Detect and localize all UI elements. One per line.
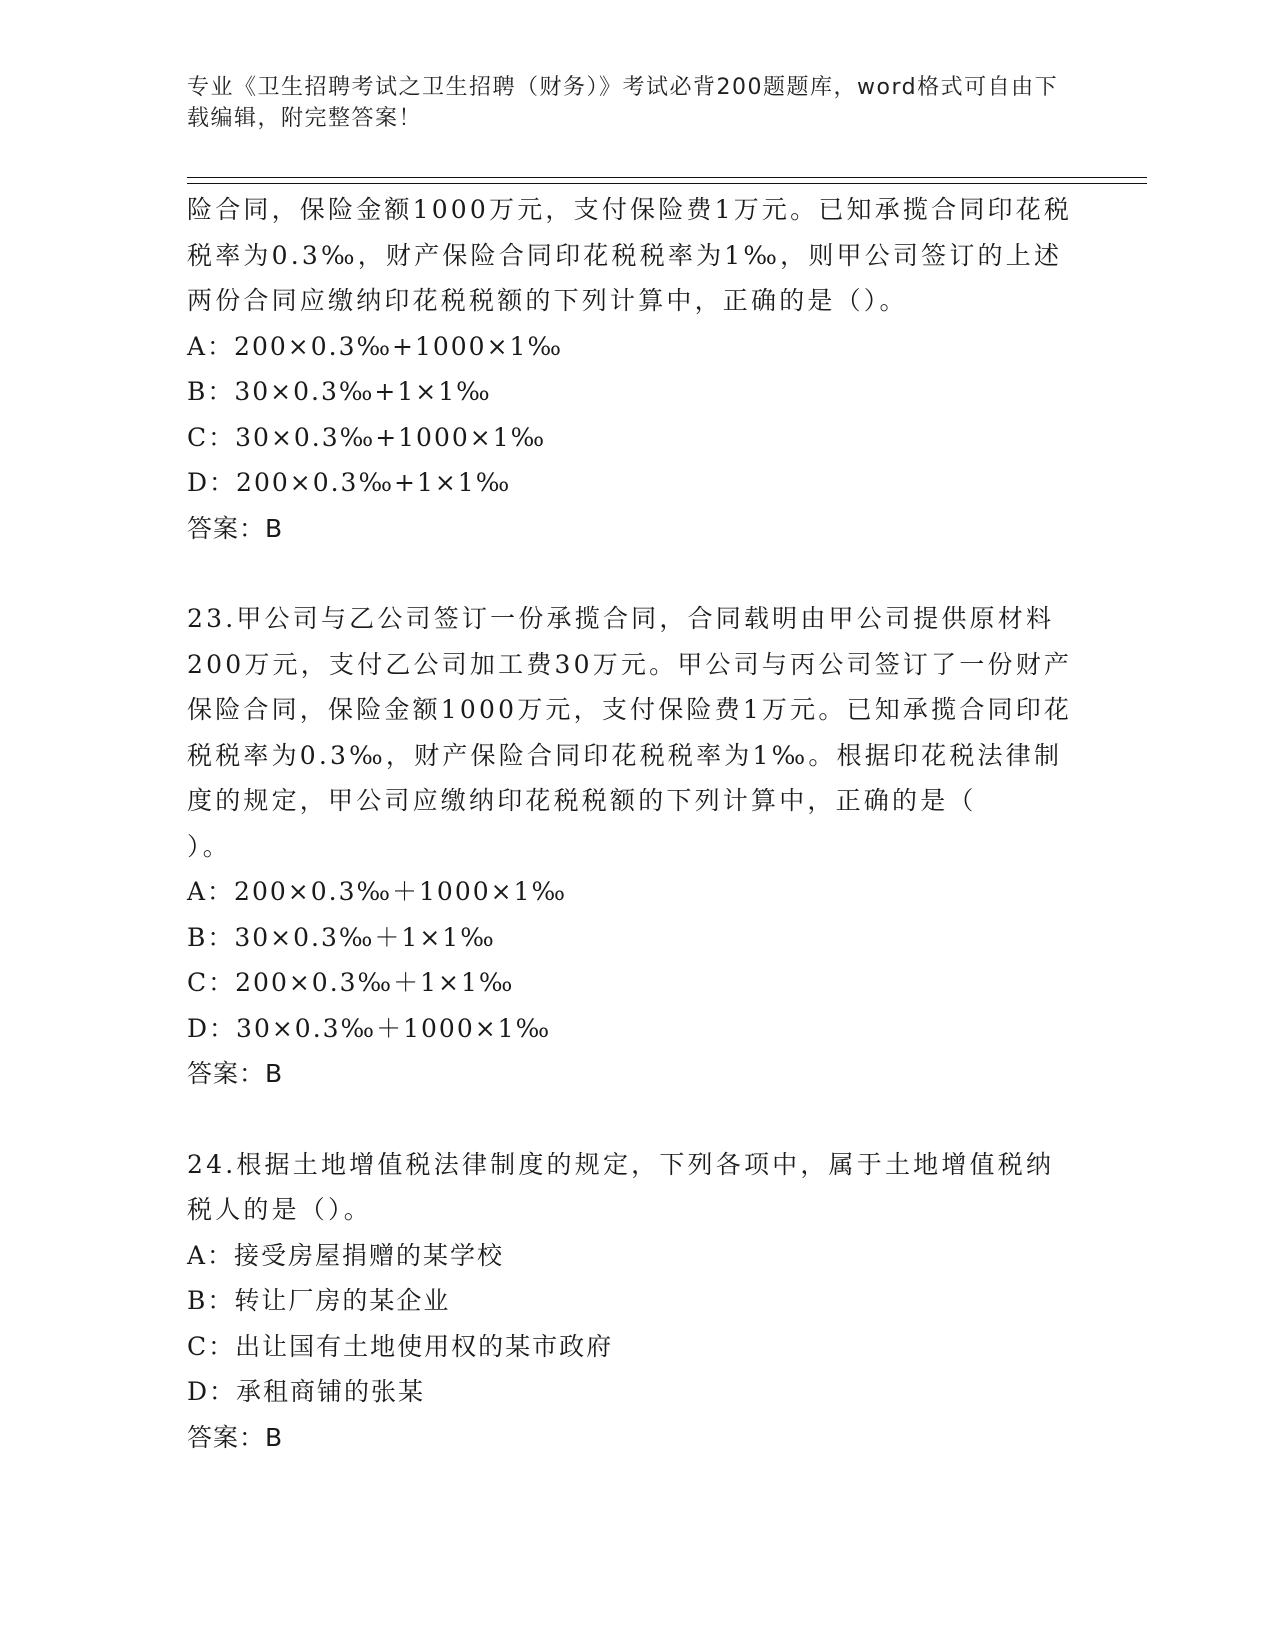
- option-d: D：30×0.3‰＋1000×1‰: [187, 1013, 552, 1043]
- answer: 答案：B: [187, 1422, 284, 1452]
- option-a: A：接受房屋捐赠的某学校: [187, 1240, 505, 1270]
- option-b: B：30×0.3‰+1×1‰: [187, 377, 492, 406]
- question-22: [187, 187, 1077, 551]
- option-c: C：30×0.3‰+1000×1‰: [187, 422, 547, 452]
- question-list: [187, 187, 1077, 1460]
- option-d: D：承租商铺的张某: [187, 1377, 426, 1406]
- question-spacer: [187, 551, 1077, 596]
- question-text: 险合同，保险金额1000万元，支付保险费1万元。已知承揽合同印花税税率为0.3‰，财产保险合同印花税税率为1‰，则甲公司签订的上述两份合同应缴纳印花税税额的下列计算中，正确的是（）。: [187, 195, 1073, 315]
- option-b: B：30×0.3‰＋1×1‰: [187, 922, 496, 952]
- option-a: A：200×0.3‰＋1000×1‰: [187, 877, 568, 906]
- answer: 答案：B: [187, 513, 284, 543]
- option-b: B：转让厂房的某企业: [187, 1286, 451, 1315]
- option-d: D：200×0.3‰+1×1‰: [187, 468, 512, 497]
- header-rule-bottom: [187, 183, 1147, 184]
- header-rule-top: [187, 177, 1147, 178]
- question-23: [187, 596, 1077, 1097]
- question-text: 23.甲公司与乙公司签订一份承揽合同，合同载明由甲公司提供原材料200万元，支付乙公司加工费30万元。甲公司与丙公司签订了一份财产保险合同，保险金额1000万元，支付保险费1万元。已知承揽合同印花税税率为0.3‰，财产保险合同印花税税率为1‰。根据印花税法律制度的规定，甲公司应缴纳印花税税额的下列计算中，正确的是（ ）。: [187, 604, 1073, 861]
- option-c: C：200×0.3‰＋1×1‰: [187, 968, 515, 997]
- answer: 答案：B: [187, 1059, 284, 1088]
- question-spacer: [187, 1097, 1077, 1142]
- question-text: 24.根据土地增值税法律制度的规定，下列各项中，属于土地增值税纳税人的是（）。: [187, 1149, 1055, 1224]
- question-24: [187, 1142, 1077, 1461]
- option-a: A：200×0.3‰+1000×1‰: [187, 331, 563, 361]
- document-header: 专业《卫生招聘考试之卫生招聘（财务）》考试必背200题题库，word格式可自由下载编辑，附完整答案！: [187, 75, 1059, 131]
- option-c: C：出让国有土地使用权的某市政府: [187, 1331, 614, 1361]
